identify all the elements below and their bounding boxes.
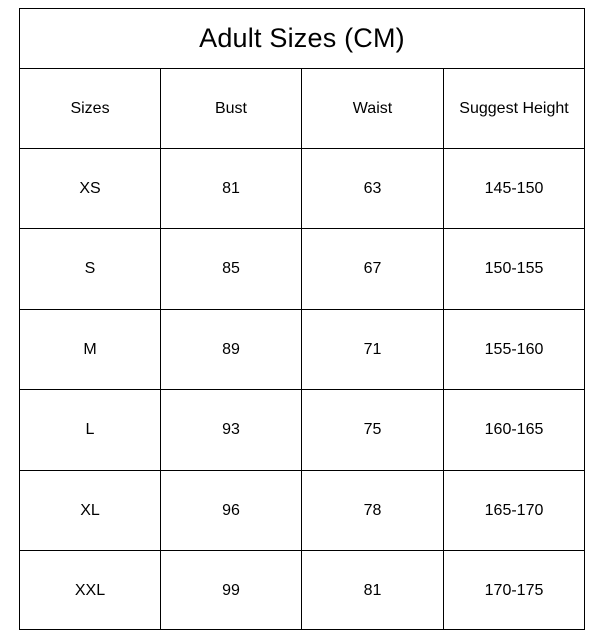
bust-cell: 85 <box>161 229 302 310</box>
size-cell: M <box>20 310 161 390</box>
header-cell-bust: Bust <box>161 69 302 149</box>
waist-cell: 78 <box>302 471 444 551</box>
height-cell: 150-155 <box>444 229 584 310</box>
header-cell-sizes: Sizes <box>20 69 161 149</box>
header-cell-suggest-height: Suggest Height <box>444 69 584 149</box>
size-cell: XS <box>20 149 161 229</box>
size-chart-table <box>19 8 585 630</box>
height-cell: 160-165 <box>444 390 584 471</box>
table-title: Adult Sizes (CM) <box>20 9 584 69</box>
bust-cell: 93 <box>161 390 302 471</box>
bust-cell: 89 <box>161 310 302 390</box>
height-cell: 170-175 <box>484 581 544 599</box>
bust-cell: 99 <box>161 551 302 630</box>
height-cell: 155-160 <box>444 310 584 390</box>
height-cell: 165-170 <box>444 471 584 551</box>
size-cell: XXL <box>20 551 161 630</box>
waist-cell: 75 <box>302 390 444 471</box>
waist-cell: 81 <box>302 551 444 630</box>
header-cell-waist: Waist <box>302 69 444 149</box>
size-cell: L <box>20 390 161 471</box>
bust-cell: 81 <box>161 149 302 229</box>
height-cell: 145-150 <box>444 149 584 229</box>
waist-cell: 71 <box>302 310 444 390</box>
size-grid <box>20 69 584 630</box>
waist-cell: 67 <box>302 229 444 310</box>
size-cell: XL <box>20 471 161 551</box>
waist-cell: 63 <box>302 149 444 229</box>
size-cell: S <box>20 229 161 310</box>
bust-cell: 96 <box>161 471 302 551</box>
